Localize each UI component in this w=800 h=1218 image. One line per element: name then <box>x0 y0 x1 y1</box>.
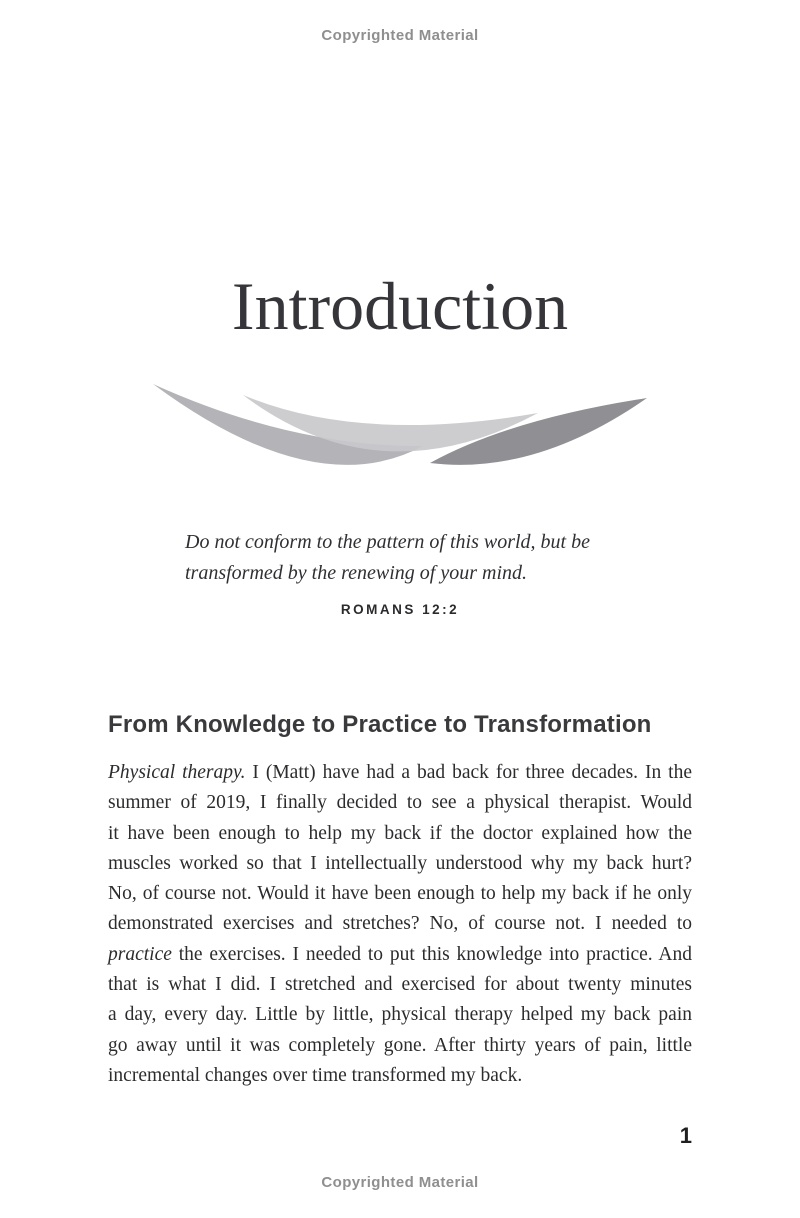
body-text: No, of course not. Would it have been enough to help my back if he only <box>108 883 692 905</box>
body-paragraph <box>108 758 692 1091</box>
paragraph-line <box>108 1061 692 1091</box>
body-text: incremental changes over time transformed my back. <box>108 1064 523 1086</box>
body-text: the exercises. I needed to put this knowledge into practice. And <box>171 943 692 965</box>
paragraph-line <box>108 970 692 1000</box>
italic-text: Physical therapy. <box>108 762 246 783</box>
section-heading: From Knowledge to Practice to Transformation <box>108 711 652 738</box>
page-number: 1 <box>679 1123 692 1148</box>
epigraph-line: Do not conform to the pattern of this world, but be <box>185 531 590 553</box>
paragraph-line <box>108 1000 692 1030</box>
paragraph-line <box>108 849 692 879</box>
epigraph-attribution: ROMANS 12:2 <box>340 602 460 617</box>
body-text: it have been enough to help my back if the doctor explained how the <box>108 822 692 844</box>
chapter-title: Introduction <box>231 268 569 344</box>
paragraph-line <box>108 788 692 818</box>
paragraph-line <box>108 879 692 909</box>
swoosh-leaves-ornament <box>150 379 650 474</box>
epigraph-line: transformed by the renewing of your mind. <box>185 561 528 584</box>
italic-text: practice <box>108 943 172 965</box>
body-text: go away until it was completely gone. After thirty years of pain, little <box>108 1034 692 1056</box>
body-text: I (Matt) have had a bad back for three decades. In the <box>245 762 692 783</box>
paragraph-line <box>108 758 692 788</box>
body-text: muscles worked so that I intellectually understood why my back hurt? <box>108 852 692 874</box>
body-text: that is what I did. I stretched and exercised for about twenty minutes <box>108 974 692 996</box>
paragraph-line <box>108 819 692 849</box>
copyright-notice-bottom: Copyrighted Material <box>321 1174 479 1191</box>
epigraph-quote <box>185 527 625 588</box>
copyright-notice-top: Copyrighted Material <box>321 27 479 44</box>
body-text: demonstrated exercises and stretches? No, of course not. I needed to <box>108 913 692 935</box>
body-text: summer of 2019, I finally decided to see a physical therapist. Would <box>108 792 692 814</box>
paragraph-line <box>108 909 692 939</box>
paragraph-line <box>108 1031 692 1061</box>
body-text: a day, every day. Little by little, physical therapy helped my back pain <box>108 1004 692 1026</box>
paragraph-line <box>108 940 692 970</box>
